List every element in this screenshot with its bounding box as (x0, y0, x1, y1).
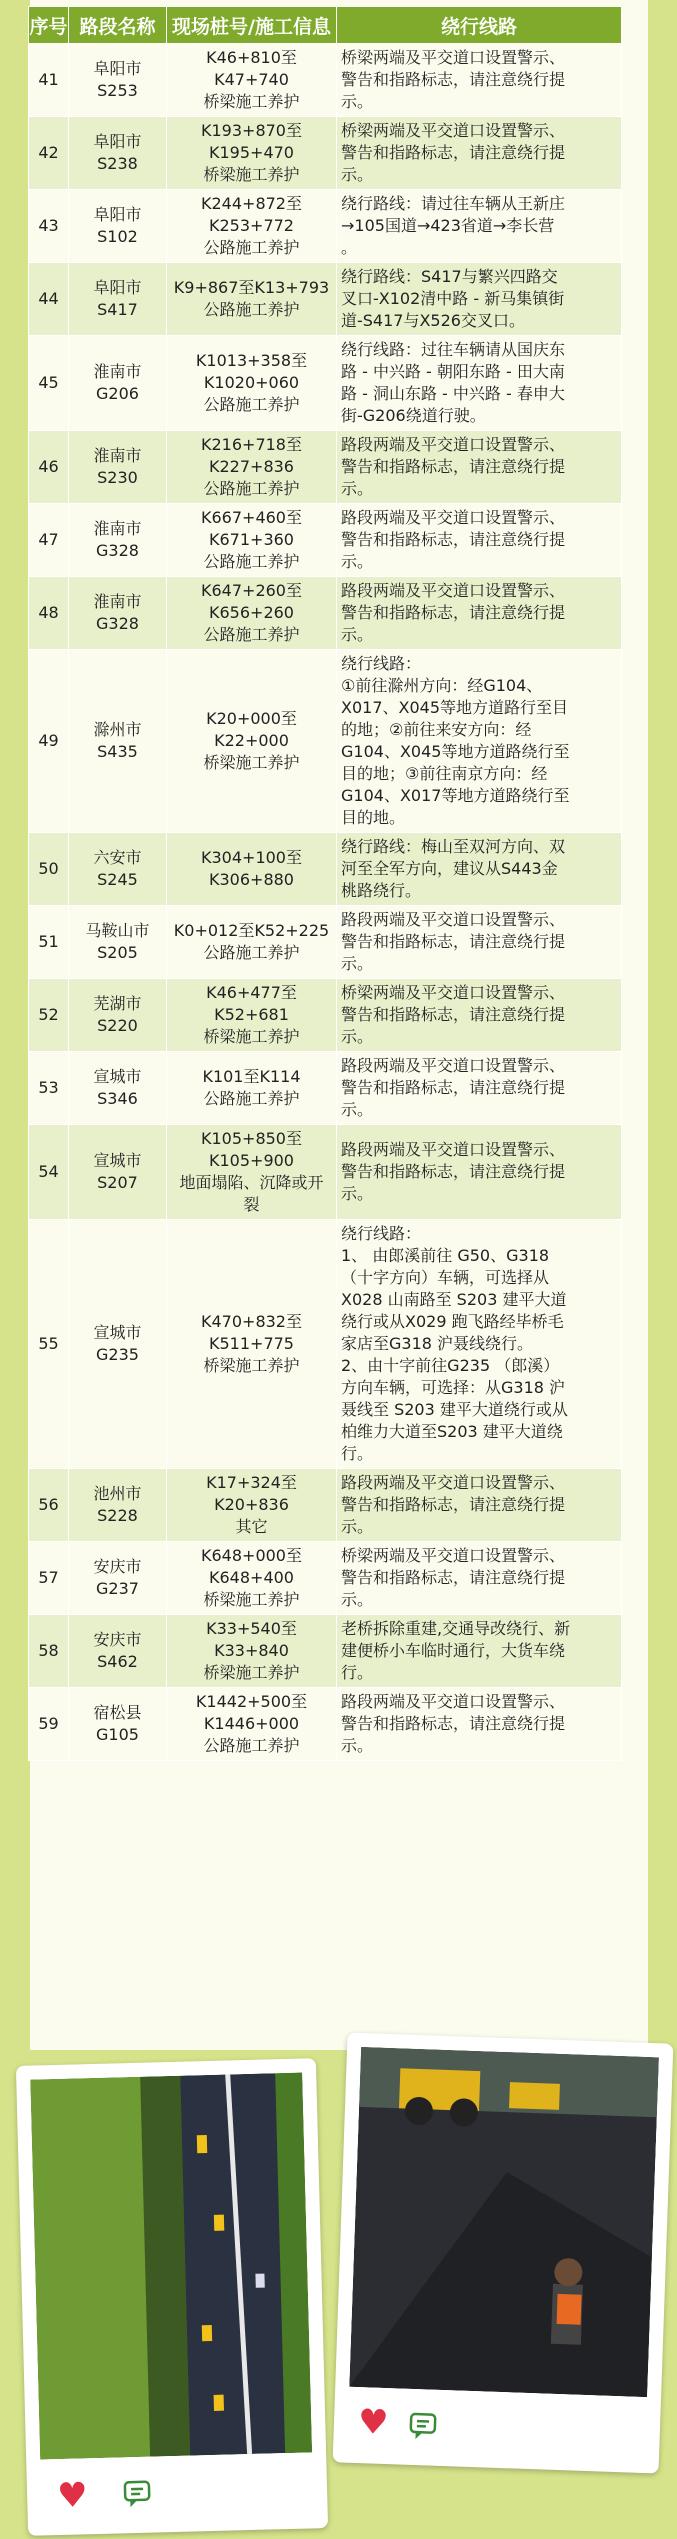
table-row (29, 336, 622, 431)
detour-route-line: 方向车辆，可选择：从G318 沪 (341, 1378, 566, 1397)
detour-route-line: 绕行线路： (341, 654, 422, 673)
station-info-line: K47+740 (214, 70, 289, 89)
road-name (69, 336, 167, 431)
station-info-line: K46+477至 (206, 983, 297, 1002)
detour-route (337, 577, 622, 650)
table-row (29, 1469, 622, 1542)
detour-route-line: 警告和指路标志，请注意绕行提 (341, 932, 566, 951)
station-info-line: K306+880 (209, 870, 294, 889)
table-row (29, 1125, 622, 1220)
detour-route-line: 警告和指路标志，请注意绕行提 (341, 1568, 566, 1587)
station-info (167, 44, 337, 117)
detour-route (337, 1542, 622, 1615)
heart-icon[interactable]: ♥ (56, 2475, 89, 2517)
table-row (29, 504, 622, 577)
detour-route-line: 警告和指路标志，请注意绕行提 (341, 1495, 566, 1514)
detour-route (337, 1220, 622, 1469)
road-name-line: 阜阳市 (93, 59, 142, 78)
row-number: 41 (29, 44, 69, 117)
header-cell: 绕行线路 (337, 7, 622, 44)
station-info-line: K1013+358至 (195, 351, 308, 370)
station-info (167, 263, 337, 336)
detour-route-line: 的地；②前往来安方向：经 (341, 720, 532, 739)
station-info-line: K101至K114 (202, 1067, 301, 1086)
detour-route-line: 绕行线路： (341, 1224, 422, 1243)
road-name-line: 安庆市 (93, 1630, 142, 1649)
table-row (29, 1542, 622, 1615)
station-info-line: 桥梁施工养护 (203, 92, 300, 111)
station-info-line: K20+836 (214, 1495, 289, 1514)
detour-route-line: 警告和指路标志，请注意绕行提 (341, 457, 566, 476)
station-info (167, 906, 337, 979)
road-name-line: S417 (97, 300, 138, 319)
detour-route-line: 路段两端及平交道口设置警示、 (341, 1056, 566, 1075)
station-info-line: 公路施工养护 (203, 238, 300, 257)
detour-route-line: 绕行路线：S417与繁兴四路交 (341, 267, 558, 286)
detour-route-line: 柏维力大道至S203 建平大道绕 (341, 1422, 563, 1441)
detour-route-line: 示。 (341, 1100, 374, 1119)
header-cell: 序号 (29, 7, 69, 44)
station-info (167, 190, 337, 263)
station-info-line: 公路施工养护 (203, 943, 300, 962)
road-name-line: 阜阳市 (93, 132, 142, 151)
station-info-line: K667+460至 (201, 508, 302, 527)
road-name-line: G328 (96, 614, 139, 633)
road-name-line: 滁州市 (93, 720, 142, 739)
detour-route (337, 190, 622, 263)
station-info (167, 1220, 337, 1469)
detour-route (337, 1125, 622, 1220)
station-info (167, 504, 337, 577)
station-info-line: 地面塌陷、沉降或开 (179, 1173, 324, 1192)
station-info-line: 公路施工养护 (203, 395, 300, 414)
header-cell: 路段名称 (69, 7, 167, 44)
aerial-road-photo (30, 2073, 312, 2460)
detour-route (337, 1688, 622, 1761)
station-info (167, 1688, 337, 1761)
photo-card-left (16, 2058, 328, 2536)
station-info-line: 公路施工养护 (203, 1736, 300, 1755)
station-info-line: K105+900 (209, 1151, 294, 1170)
detour-route-line: 路 - 洞山东路 - 中兴路 - 春申大 (341, 384, 565, 403)
road-name-line: 马鞍山市 (85, 921, 150, 940)
station-info-line: K656+260 (209, 603, 294, 622)
detour-route-line: ①前往滁州方向：经G104、 (341, 676, 543, 695)
detour-route-line: 目的地；③前往南京方向：经 (341, 764, 548, 783)
row-number: 53 (29, 1052, 69, 1125)
detour-route-line: 路 - 中兴路 - 朝阳东路 - 田大南 (341, 362, 565, 381)
detour-route-line: 警告和指路标志，请注意绕行提 (341, 530, 566, 549)
station-info-line: 桥梁施工养护 (203, 1663, 300, 1682)
comment-icon[interactable] (122, 2478, 157, 2509)
road-name-line: 芜湖市 (93, 994, 142, 1013)
detour-route-line: 警告和指路标志，请注意绕行提 (341, 70, 566, 89)
row-number: 43 (29, 190, 69, 263)
detour-route (337, 431, 622, 504)
row-number: 47 (29, 504, 69, 577)
detour-route-line: 警告和指路标志，请注意绕行提 (341, 603, 566, 622)
road-name-line: 淮南市 (93, 446, 142, 465)
road-name (69, 577, 167, 650)
row-number: 46 (29, 431, 69, 504)
road-name-line: 宣城市 (93, 1151, 142, 1170)
station-info-line: K105+850至 (201, 1129, 302, 1148)
table-row (29, 263, 622, 336)
road-name (69, 190, 167, 263)
detour-route-line: 建便桥小车临时通行，大货车绕 (341, 1641, 566, 1660)
road-name-line: G237 (96, 1579, 139, 1598)
detour-route-line: 示。 (341, 92, 374, 111)
station-info-line: K1446+000 (203, 1714, 300, 1733)
station-info-line: K33+840 (214, 1641, 289, 1660)
detour-route (337, 336, 622, 431)
road-name-line: S228 (97, 1506, 138, 1525)
detour-route-line: G104、X017等地方道路绕行至 (341, 786, 570, 805)
station-info (167, 577, 337, 650)
road-name-line: G206 (96, 384, 139, 403)
detour-route-line: 绕行路线：请过往车辆从王新庄 (341, 194, 566, 213)
detour-route-line: 老桥拆除重建,交通导改绕行、新 (341, 1619, 571, 1638)
road-name-line: 宿松县 (93, 1703, 142, 1722)
table-row (29, 577, 622, 650)
station-info-line: K304+100至 (201, 848, 302, 867)
detour-route-line: X028 山南路至 S203 建平大道 (341, 1290, 567, 1309)
road-name-line: G105 (96, 1725, 139, 1744)
detour-route-line: 行。 (341, 1444, 374, 1463)
header-cell: 现场桩号/施工信息 (167, 7, 337, 44)
detour-route-line: 示。 (341, 1184, 374, 1203)
table-header-row (29, 7, 622, 44)
station-info-line: K46+810至 (206, 48, 297, 67)
road-name-line: 淮南市 (93, 362, 142, 381)
detour-route (337, 1615, 622, 1688)
road-name-line: S205 (97, 943, 138, 962)
detour-route (337, 44, 622, 117)
station-info-line: K193+870至 (201, 121, 302, 140)
station-info-line: K647+260至 (201, 581, 302, 600)
detour-route-line: 桥梁两端及平交道口设置警示、 (341, 1546, 566, 1565)
detour-route (337, 650, 622, 833)
road-name (69, 1052, 167, 1125)
road-name-line: 淮南市 (93, 519, 142, 538)
detour-route-line: 示。 (341, 625, 374, 644)
station-info-line: 公路施工养护 (203, 479, 300, 498)
detour-route-line: 路段两端及平交道口设置警示、 (341, 1140, 566, 1159)
road-name (69, 1469, 167, 1542)
station-info-line: K33+540至 (206, 1619, 297, 1638)
detour-route-line: 1、 由郎溪前往 G50、G318 (341, 1246, 550, 1265)
detour-route-line: 家店至G318 沪聂线绕行。 (341, 1334, 534, 1353)
detour-route (337, 1469, 622, 1542)
detour-route-line: 。 (341, 238, 358, 257)
detour-route (337, 833, 622, 906)
station-info-line: K1442+500至 (195, 1692, 308, 1711)
road-name (69, 979, 167, 1052)
station-info-line: K195+470 (209, 143, 294, 162)
detour-route-line: 示。 (341, 479, 374, 498)
row-number: 57 (29, 1542, 69, 1615)
detour-route (337, 504, 622, 577)
detour-route-line: 路段两端及平交道口设置警示、 (341, 910, 566, 929)
table-row (29, 650, 622, 833)
table-row (29, 431, 622, 504)
road-name-line: S245 (97, 870, 138, 889)
road-name-line: 宣城市 (93, 1323, 142, 1342)
station-info-line: 桥梁施工养护 (203, 1590, 300, 1609)
station-info-line: K20+000至 (206, 709, 297, 728)
road-name-line: 安庆市 (93, 1557, 142, 1576)
table-row (29, 979, 622, 1052)
station-info-line: 桥梁施工养护 (203, 753, 300, 772)
road-name (69, 431, 167, 504)
table-row (29, 1220, 622, 1469)
detour-route-line: 目的地。 (341, 808, 406, 827)
detour-route-line: 桥梁两端及平交道口设置警示、 (341, 48, 566, 67)
row-number: 44 (29, 263, 69, 336)
station-info-line: K244+872至 (201, 194, 302, 213)
detour-route-line: 警告和指路标志，请注意绕行提 (341, 1714, 566, 1733)
road-name-line: G328 (96, 541, 139, 560)
station-info (167, 833, 337, 906)
road-name-line: 宣城市 (93, 1067, 142, 1086)
road-name-line: S220 (97, 1016, 138, 1035)
station-info-line: 公路施工养护 (203, 1089, 300, 1108)
photo-card-right (333, 2032, 674, 2473)
detour-route-line: 绕行路线：梅山至双河方向、双 (341, 837, 566, 856)
comment-icon[interactable] (407, 2411, 442, 2442)
detour-route-line: 警告和指路标志，请注意绕行提 (341, 1078, 566, 1097)
row-number: 51 (29, 906, 69, 979)
row-number: 49 (29, 650, 69, 833)
station-info (167, 1615, 337, 1688)
station-info-line: 公路施工养护 (203, 552, 300, 571)
station-info-line: K227+836 (209, 457, 294, 476)
station-info-line: K22+000 (214, 731, 289, 750)
row-number: 54 (29, 1125, 69, 1220)
road-name-line: 池州市 (93, 1484, 142, 1503)
road-name-line: S435 (97, 742, 138, 761)
row-number: 48 (29, 577, 69, 650)
detour-route (337, 1052, 622, 1125)
station-info-line: K253+772 (209, 216, 294, 235)
road-name (69, 1220, 167, 1469)
detour-route-line: 桃路绕行。 (341, 881, 422, 900)
station-info-line: K470+832至 (201, 1312, 302, 1331)
road-name (69, 504, 167, 577)
detour-route (337, 906, 622, 979)
station-info-line: K17+324至 (206, 1473, 297, 1492)
row-number: 55 (29, 1220, 69, 1469)
detour-route-line: 路段两端及平交道口设置警示、 (341, 435, 566, 454)
detour-route-line: 桥梁两端及平交道口设置警示、 (341, 121, 566, 140)
station-info-line: 公路施工养护 (203, 300, 300, 319)
station-info (167, 1469, 337, 1542)
station-info-line: 公路施工养护 (203, 625, 300, 644)
detour-route-line: 道-S417与X526交叉口。 (341, 311, 525, 330)
detour-route-line: 路段两端及平交道口设置警示、 (341, 508, 566, 527)
road-name-line: S253 (97, 81, 138, 100)
row-number: 45 (29, 336, 69, 431)
detour-route-line: 河至全军方向，建议从S443金 (341, 859, 558, 878)
station-info-line: 裂 (243, 1195, 260, 1214)
station-info (167, 1542, 337, 1615)
road-name-line: 阜阳市 (93, 278, 142, 297)
station-info (167, 336, 337, 431)
station-info-line: K648+000至 (201, 1546, 302, 1565)
station-info-line: K648+400 (209, 1568, 294, 1587)
road-name (69, 1542, 167, 1615)
station-info-line: 桥梁施工养护 (203, 1356, 300, 1375)
detour-table (28, 6, 622, 1761)
road-name-line: 阜阳市 (93, 205, 142, 224)
road-name-line: S230 (97, 468, 138, 487)
detour-route-line: G104、X045等地方道路绕行至 (341, 742, 570, 761)
road-name (69, 833, 167, 906)
station-info-line: K511+775 (209, 1334, 294, 1353)
detour-route-line: 示。 (341, 954, 374, 973)
road-name (69, 906, 167, 979)
road-name (69, 650, 167, 833)
row-number: 59 (29, 1688, 69, 1761)
road-name-line: S207 (97, 1173, 138, 1192)
road-name-line: S462 (97, 1652, 138, 1671)
detour-route-line: →105国道→423省道→李长营 (341, 216, 555, 235)
heart-icon[interactable]: ♥ (357, 2402, 390, 2444)
detour-route (337, 263, 622, 336)
road-name (69, 263, 167, 336)
table-row (29, 833, 622, 906)
station-info-line: 其它 (235, 1517, 268, 1536)
detour-route (337, 117, 622, 190)
station-info (167, 1052, 337, 1125)
table-row (29, 1688, 622, 1761)
road-name-line: S102 (97, 227, 138, 246)
station-info-line: 桥梁施工养护 (203, 165, 300, 184)
detour-route-line: 叉口-X102清中路 - 新马集镇街 (341, 289, 565, 308)
detour-route-line: 绕行或从X029 跑飞路经毕桥毛 (341, 1312, 564, 1331)
detour-route-line: 示。 (341, 1517, 374, 1536)
row-number: 42 (29, 117, 69, 190)
station-info (167, 117, 337, 190)
detour-route-line: 示。 (341, 1027, 374, 1046)
station-info-line: K1020+060 (203, 373, 300, 392)
road-name-line: 淮南市 (93, 592, 142, 611)
road-name (69, 1615, 167, 1688)
road-name (69, 1125, 167, 1220)
row-number: 52 (29, 979, 69, 1052)
station-info-line: K52+681 (214, 1005, 289, 1024)
detour-route-line: 路段两端及平交道口设置警示、 (341, 1473, 566, 1492)
road-name-line: S238 (97, 154, 138, 173)
detour-route-line: 绕行线路：过往车辆请从国庆东 (341, 340, 566, 359)
station-info (167, 431, 337, 504)
table-row (29, 1615, 622, 1688)
table-row (29, 44, 622, 117)
table-row (29, 190, 622, 263)
detour-route-line: 示。 (341, 552, 374, 571)
detour-route-line: 示。 (341, 1590, 374, 1609)
row-number: 56 (29, 1469, 69, 1542)
detour-route-line: 示。 (341, 165, 374, 184)
paving-worker-photo (349, 2047, 659, 2397)
detour-route-line: X017、X045等地方道路行至目 (341, 698, 569, 717)
station-info-line: 桥梁施工养护 (203, 1027, 300, 1046)
road-name-line: G235 (96, 1345, 139, 1364)
detour-route-line: 聂线至 S203 建平大道绕行或从 (341, 1400, 568, 1419)
station-info (167, 650, 337, 833)
table-row (29, 117, 622, 190)
detour-route-line: （十字方向）车辆，可选择从 (341, 1268, 550, 1287)
road-name-line: S346 (97, 1089, 138, 1108)
detour-route (337, 979, 622, 1052)
detour-route-line: 路段两端及平交道口设置警示、 (341, 1692, 566, 1711)
detour-route-line: 行。 (341, 1663, 374, 1682)
station-info-line: K9+867至K13+793 (173, 278, 330, 297)
station-info (167, 979, 337, 1052)
table-row (29, 906, 622, 979)
row-number: 58 (29, 1615, 69, 1688)
station-info-line: K671+360 (209, 530, 294, 549)
table-body (29, 44, 622, 1761)
detour-route-line: 示。 (341, 1736, 374, 1755)
detour-route-line: 警告和指路标志，请注意绕行提 (341, 1005, 566, 1024)
station-info-line: K0+012至K52+225 (173, 921, 330, 940)
road-name-line: 六安市 (93, 848, 142, 867)
detour-route-line: 路段两端及平交道口设置警示、 (341, 581, 566, 600)
road-name (69, 117, 167, 190)
detour-route-line: 警告和指路标志，请注意绕行提 (341, 143, 566, 162)
detour-route-line: 街-G206绕道行驶。 (341, 406, 486, 425)
station-info-line: K216+718至 (201, 435, 302, 454)
detour-route-line: 警告和指路标志，请注意绕行提 (341, 1162, 566, 1181)
road-name (69, 1688, 167, 1761)
detour-route-line: 桥梁两端及平交道口设置警示、 (341, 983, 566, 1002)
station-info (167, 1125, 337, 1220)
detour-route-line: 2、由十字前往G235 （郎溪） (341, 1356, 560, 1375)
row-number: 50 (29, 833, 69, 906)
table-row (29, 1052, 622, 1125)
road-name (69, 44, 167, 117)
